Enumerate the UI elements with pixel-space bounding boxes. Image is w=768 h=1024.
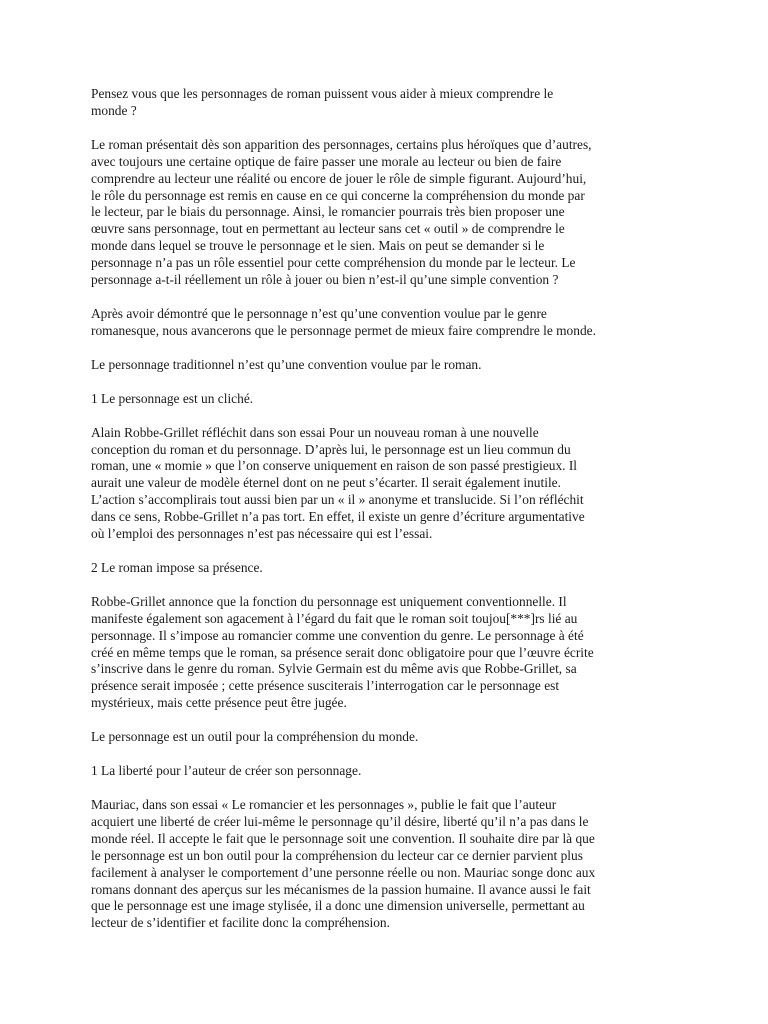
mauriac-paragraph: Mauriac, dans son essai « Le romancier et les personnages », publie le fait que l’auteur acquiert une liberté de créer lui-même le personnage qu’il désire, liberté qu’il n’a pas dans le monde réel. Il accepte le fait que le personnage soit une convention. Il souhaite dire par là que le personnage est un bon outil pour la compréhension du lecteur car ce dernier parvient plus facilement à analyser le comportement d’une personne réelle ou non. Mauriac songe donc aux romans donnant des aperçus sur les mécanismes de la passion humaine. Il avance aussi le fait que le personnage est une image stylisée, il a donc une dimension universelle, permettant au lecteur de s’identifier et facilite donc la compréhension. — [91, 797, 596, 931]
convention-paragraph: Robbe-Grillet annonce que la fonction du personnage est uniquement conventionnelle. Il manifeste également son agacement à l’égard du fait que le roman soit toujou[***]rs lié au personnage. Il s’impose au romancier comme une convention du genre. Le personnage à été créé en même temps que le roman, sa présence serait donc obligatoire pour que l’œuvre écrite s’inscrive dans le genre du roman. Sylvie Germain est du même avis que Robbe-Grillet, sa présence serait imposée ; cette présence susciterais l’interrogation car le personnage est mystérieux, mais cette présence peut être jugée. — [91, 593, 594, 711]
plan-paragraph: Après avoir démontré que le personnage n’est qu’une convention voulue par le genre romanesque, nous avancerons que le personnage permet de mieux faire comprendre le monde. — [91, 305, 596, 338]
subsection-3-heading: 1 La liberté pour l’auteur de créer son personnage. — [91, 763, 362, 779]
subsection-2-heading: 2 Le roman impose sa présence. — [91, 559, 263, 575]
part-two-heading: Le personnage est un outil pour la compréhension du monde. — [91, 729, 419, 745]
essay-question: Pensez vous que les personnages de roman puissent vous aider à mieux comprendre le monde ? — [91, 86, 554, 118]
subsection-1-heading: 1 Le personnage est un cliché. — [91, 390, 254, 406]
document-body — [91, 86, 691, 949]
introduction-paragraph: Le roman présentait dès son apparition des personnages, certains plus héroïques que d’autres, avec toujours une certaine optique de faire passer une morale au lecteur ou bien de faire comprendre au lecteur une réalité ou encore de jouer le rôle de simple figurant. Aujourd’hui, le rôle du personnage est remis en cause en ce qui concerne la compréhension du monde par le lecteur, par le biais du personnage. Ainsi, le romancier pourrais très bien proposer une œuvre sans personnage, tout en permettant au lecteur sans cet « outil » de comprendre le monde dans lequel se trouve le personnage et le sien. Mais on peut se demander si le personnage n’a pas un rôle essentiel pour cette compréhension du monde par le lecteur. Le personnage a-t-il réellement un rôle à jouer ou bien n’est-il qu’une simple convention ? — [91, 136, 592, 288]
robbe-grillet-paragraph: Alain Robbe-Grillet réfléchit dans son essai Pour un nouveau roman à une nouvelle conception du roman et du personnage. D’après lui, le personnage est un lieu commun du roman, une « momie » que l’on conserve uniquement en raison de son passé prestigieux. Il aurait une valeur de modèle éternel dont on ne peut s’écarter. Il serait également inutile. L’action s’accomplirais tout aussi bien par un « il » anonyme et translucide. Si l’on réfléchit dans ce sens, Robbe-Grillet n’a pas tort. En effet, il existe un genre d’écriture argumentative où l’emploi des personnages n’est pas nécessaire qui est l’essai. — [91, 424, 585, 542]
part-one-heading: Le personnage traditionnel n’est qu’une convention voulue par le roman. — [91, 356, 482, 372]
